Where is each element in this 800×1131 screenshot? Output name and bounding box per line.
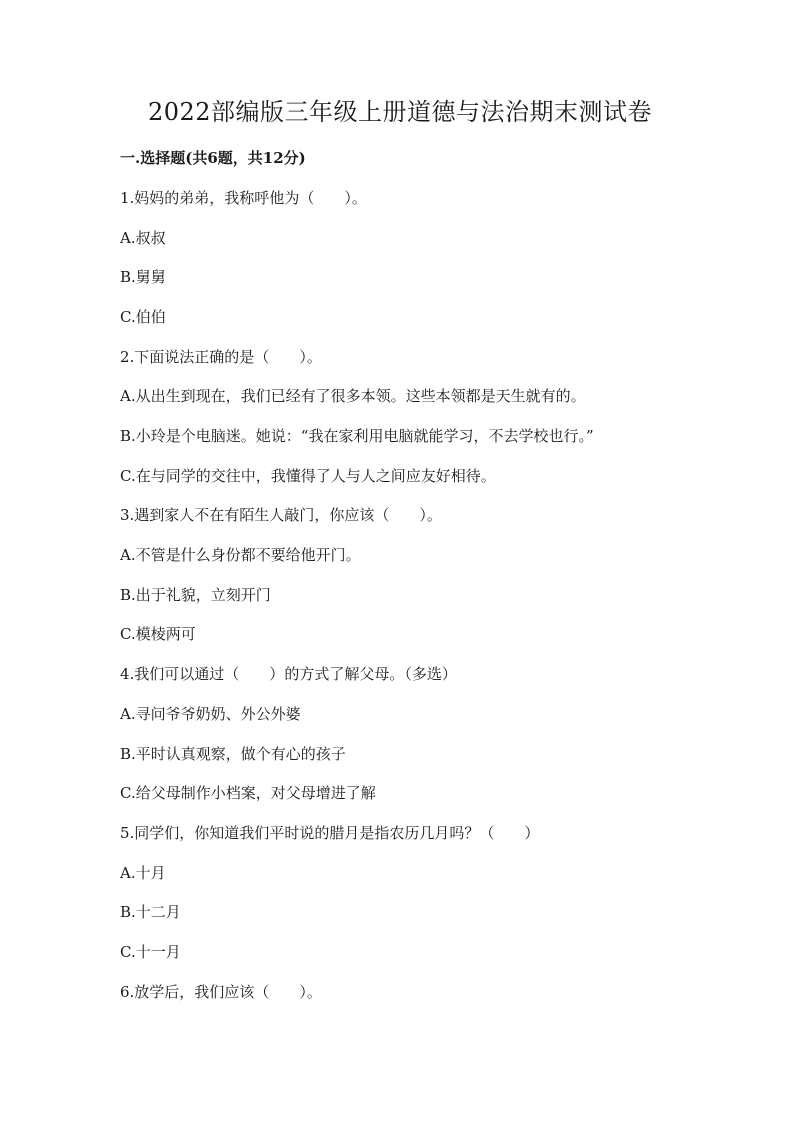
option-4b: B.平时认真观察，做个有心的孩子 [120,745,346,763]
question-6: 6.放学后，我们应该（ ）。 [120,983,322,1001]
option-4c: C.给父母制作小档案，对父母增进了解 [120,784,376,802]
option-5a: A.十月 [120,864,166,882]
option-1c: C.伯伯 [120,308,166,326]
option-1b: B.舅舅 [120,268,166,286]
option-5b: B.十二月 [120,903,181,921]
option-4a: A.寻问爷爷奶奶、外公外婆 [120,705,301,723]
question-3: 3.遇到家人不在有陌生人敲门，你应该（ ）。 [120,506,442,524]
page-title: 2022部编版三年级上册道德与法治期末测试卷 [147,98,653,126]
option-3b: B.出于礼貌，立刻开门 [120,586,271,604]
question-4: 4.我们可以通过（ ）的方式了解父母。（多选） [120,665,457,683]
question-2: 2.下面说法正确的是（ ）。 [120,348,322,366]
question-1: 1.妈妈的弟弟，我称呼他为（ ）。 [120,189,367,207]
option-5c: C.十一月 [120,943,181,961]
question-5: 5.同学们，你知道我们平时说的腊月是指农历几月吗？（ ） [120,824,540,842]
option-3c: C.模棱两可 [120,625,196,643]
option-1a: A.叔叔 [120,229,166,247]
option-3a: A.不管是什么身份都不要给他开门。 [120,546,361,564]
option-2b: B.小玲是个电脑迷。她说：“我在家利用电脑就能学习，不去学校也行。” [120,427,594,445]
option-2a: A.从出生到现在，我们已经有了很多本领。这些本领都是天生就有的。 [120,387,586,405]
option-2c: C.在与同学的交往中，我懂得了人与人之间应友好相待。 [120,467,496,485]
section-heading: 一.选择题(共6题，共12分) [120,149,306,167]
